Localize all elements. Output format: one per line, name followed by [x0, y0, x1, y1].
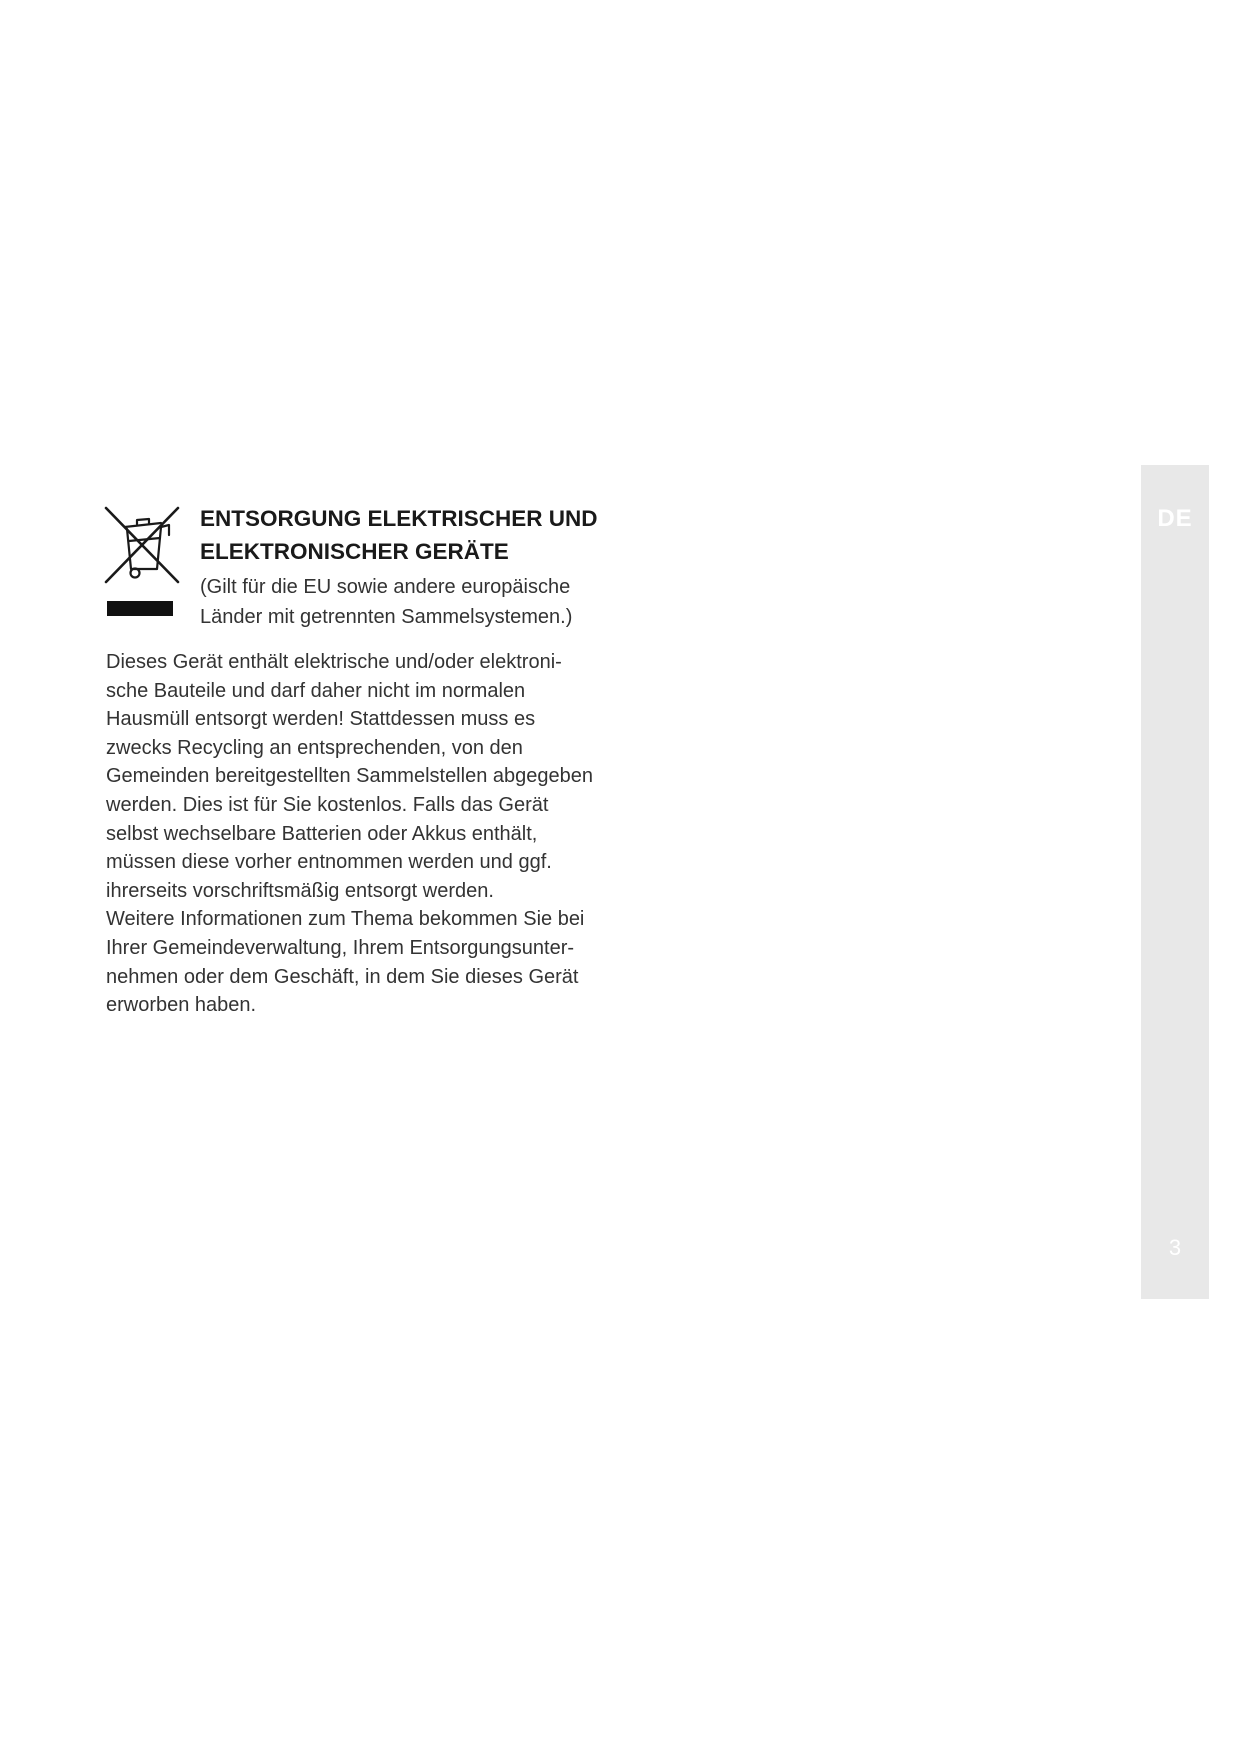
body-line: werden. Dies ist für Sie kostenlos. Falls das Gerät: [106, 793, 549, 816]
language-side-tab: [1141, 465, 1209, 1299]
page-number: 3: [1168, 1235, 1182, 1260]
body-line: ihrerseits vorschriftsmäßig entsorgt werden.: [106, 879, 494, 902]
body-line: nehmen oder dem Geschäft, in dem Sie dieses Gerät: [106, 965, 579, 988]
crossed-out-wheelie-bin-icon: [103, 505, 181, 623]
body-line: sche Bauteile und darf daher nicht im normalen: [106, 679, 526, 702]
body-line: Ihrer Gemeindeverwaltung, Ihrem Entsorgungsunter-: [106, 936, 575, 959]
body-line: müssen diese vorher entnommen werden und ggf.: [106, 851, 552, 874]
body-line: erworben haben.: [106, 994, 257, 1017]
body-line: Dieses Gerät enthält elektrische und/oder elektroni-: [106, 651, 562, 673]
body-line: zwecks Recycling an entsprechenden, von den: [106, 736, 523, 759]
body-line: selbst wechselbare Batterien oder Akkus enthält,: [106, 822, 538, 845]
body-line: Hausmüll entsorgt werden! Stattdessen muss es: [106, 708, 536, 731]
subtitle-line: (Gilt für die EU sowie andere europäische: [200, 576, 571, 598]
body-paragraph: [106, 648, 606, 1020]
section-heading: [200, 502, 620, 568]
heading-line: ENTSORGUNG ELEKTRISCHER UND: [200, 506, 598, 531]
section-subtitle: [200, 572, 620, 632]
body-line: Gemeinden bereitgestellten Sammelstellen abgegeben: [106, 765, 593, 788]
body-line: Weitere Informationen zum Thema bekommen Sie bei: [106, 908, 585, 931]
heading-line: ELEKTRONISCHER GERÄTE: [200, 539, 509, 564]
language-label: DE: [1157, 505, 1193, 532]
subtitle-line: Länder mit getrennten Sammelsystemen.): [200, 606, 573, 628]
